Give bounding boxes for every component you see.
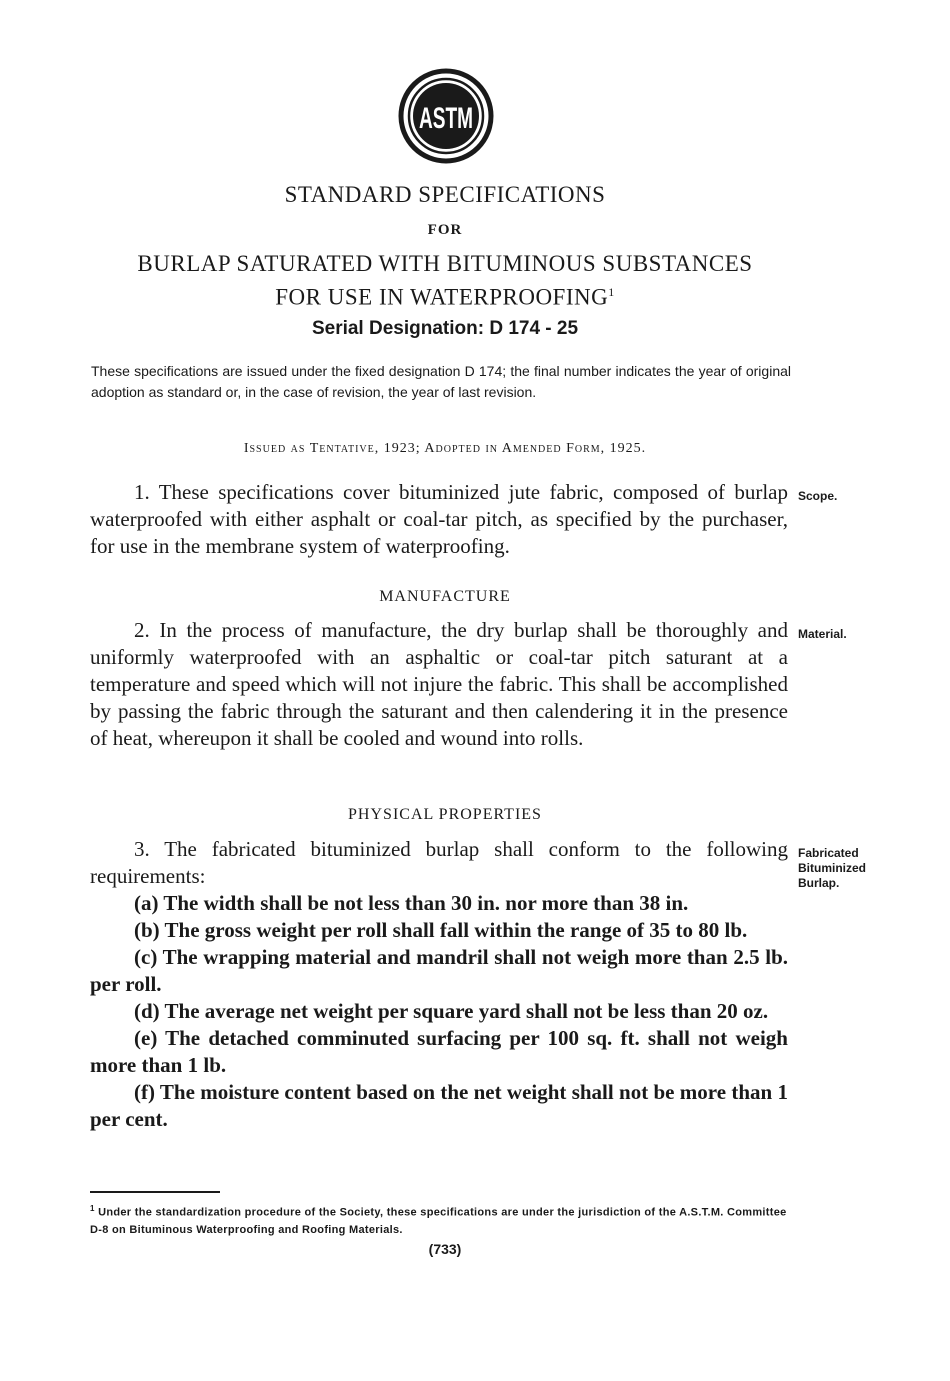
heading-manufacture: MANUFACTURE xyxy=(379,588,511,605)
footnote xyxy=(90,1200,790,1239)
manufacture-text: 2. In the process of manufacture, the dry burlap shall be thoroughly and uniformly waterproofed with an asphaltic or coal-tar pitch saturant at a temperature and speed which will not injure the fabric. This shall be accomplished by passing the fabric through the saturant and then calendering it in the presence of heat, whereupon it shall be cooled and wound into rolls. xyxy=(90,618,788,750)
footnote-mark: 1 xyxy=(90,1204,95,1213)
requirement-e: (e) The detached comminuted surfacing per 100 sq. ft. shall not weigh more than 1 lb. xyxy=(90,1026,788,1077)
margin-material: Material. xyxy=(798,627,847,641)
issued-line: Issued as Tentative, 1923; Adopted in Amended Form, 1925. xyxy=(243,441,647,456)
heading-physical-properties: PHYSICAL PROPERTIES xyxy=(348,806,542,823)
section-manufacture xyxy=(90,617,788,752)
section-scope xyxy=(90,479,788,560)
requirement-f: (f) The moisture content based on the net weight shall not be more than 1 per cent. xyxy=(90,1080,788,1131)
astm-logo xyxy=(398,68,494,164)
svg-text:ASTM: ASTM xyxy=(419,102,473,135)
title-for: FOR xyxy=(427,222,463,238)
physical-intro: 3. The fabricated bituminized burlap shall conform to the following requirements: xyxy=(90,837,788,888)
requirement-b: (b) The gross weight per roll shall fall within the range of 35 to 80 lb. xyxy=(134,918,748,942)
title-line-1: STANDARD SPECIFICATIONS xyxy=(284,182,606,207)
designation-notice: These specifications are issued under the fixed designation D 174; the final number indicates the year of original adoption as standard or, in the case of revision, the year of last revision. xyxy=(91,363,791,400)
title-main xyxy=(60,250,830,312)
requirements-list xyxy=(90,890,788,1133)
title-line-3: FOR USE IN WATERPROOFING xyxy=(275,284,609,310)
astm-seal-icon xyxy=(398,68,494,164)
margin-fabricated-burlap: Fabricated Bituminized Burlap. xyxy=(798,846,866,890)
section-physical-properties xyxy=(90,836,788,1133)
margin-scope: Scope. xyxy=(798,489,838,503)
footnote-rule xyxy=(90,1191,220,1193)
footnote-text: Under the standardization procedure of the Society, these specifications are under the jurisdiction of the A.S.T.M. Committee D-8 on Bituminous Waterproofing and Roofing Materials. xyxy=(90,1206,787,1236)
page-number: (733) xyxy=(428,1241,462,1257)
requirement-a: (a) The width shall be not less than 30 in. nor more than 38 in. xyxy=(134,891,689,915)
title-line-2: BURLAP SATURATED WITH BITUMINOUS SUBSTANCES xyxy=(137,251,753,276)
scope-text: 1. These specifications cover bituminized jute fabric, composed of burlap waterproofed with either asphalt or coal-tar pitch, as specified by the purchaser, for use in the membrane system of waterproofing. xyxy=(90,480,788,558)
requirement-d: (d) The average net weight per square yard shall not be less than 20 oz. xyxy=(134,999,769,1023)
serial-designation: Serial Designation: D 174 - 25 xyxy=(311,318,579,339)
title-footnote-ref: 1 xyxy=(608,285,615,299)
requirement-c: (c) The wrapping material and mandril shall not weigh more than 2.5 lb. per roll. xyxy=(90,945,788,996)
